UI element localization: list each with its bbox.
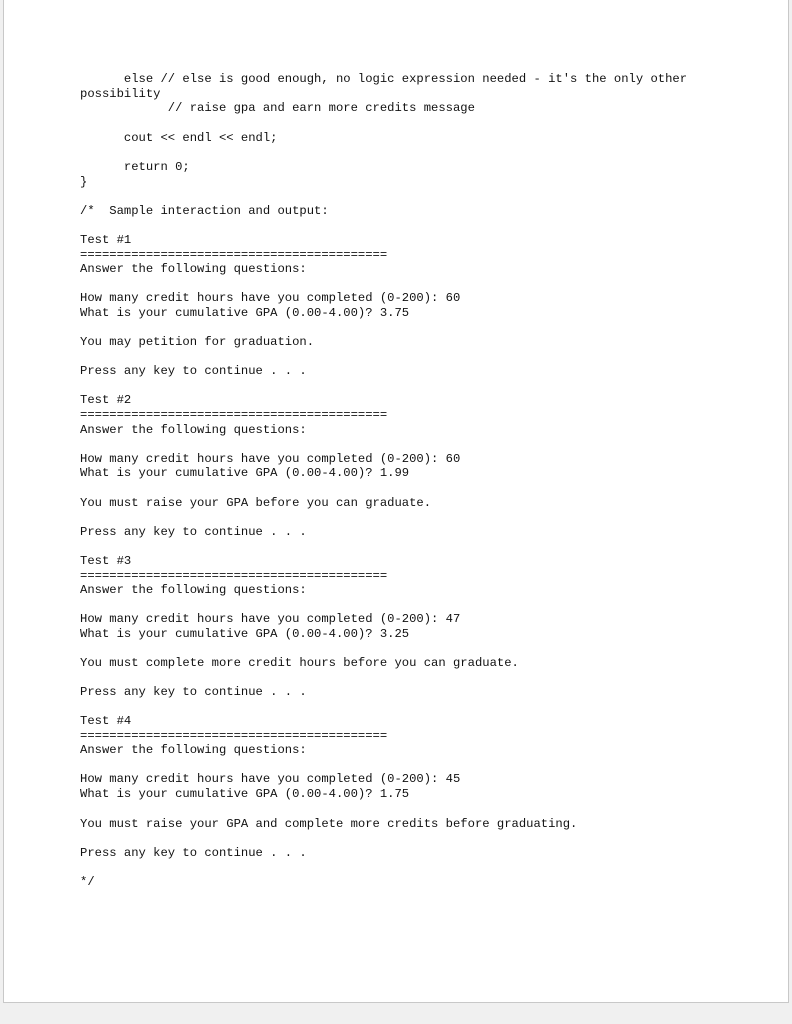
test-hours-question: How many credit hours have you completed (0-200): 45: [80, 772, 461, 786]
test-hours-question: How many credit hours have you completed (0-200): 60: [80, 452, 461, 466]
test-separator: ==========================================: [80, 408, 388, 422]
test-title: Test #3: [80, 554, 132, 568]
test-prompt-header: Answer the following questions:: [80, 423, 307, 437]
comment-end: */: [80, 875, 95, 889]
test-separator: ==========================================: [80, 569, 388, 583]
test-gpa-question: What is your cumulative GPA (0.00-4.00)? 3.25: [80, 627, 410, 641]
test-prompt-header: Answer the following questions:: [80, 262, 307, 276]
code-else-line: else // else is good enough, no logic expression needed - it's the only other: [80, 72, 688, 86]
test-hours-question: How many credit hours have you completed (0-200): 47: [80, 612, 461, 626]
test-title: Test #1: [80, 233, 132, 247]
test-continue: Press any key to continue . . .: [80, 364, 307, 378]
code-close-brace: }: [80, 175, 88, 189]
test-gpa-question: What is your cumulative GPA (0.00-4.00)? 1.99: [80, 466, 410, 480]
test-prompt-header: Answer the following questions:: [80, 743, 307, 757]
test-gpa-question: What is your cumulative GPA (0.00-4.00)? 3.75: [80, 306, 410, 320]
code-comment-line: // raise gpa and earn more credits message: [80, 101, 475, 115]
test-gpa-question: What is your cumulative GPA (0.00-4.00)? 1.75: [80, 787, 410, 801]
document-page: [3, 0, 789, 1003]
test-prompt-header: Answer the following questions:: [80, 583, 307, 597]
test-title: Test #2: [80, 393, 132, 407]
sample-header: /* Sample interaction and output:: [80, 204, 329, 218]
test-result: You may petition for graduation.: [80, 335, 315, 349]
test-separator: ==========================================: [80, 729, 388, 743]
test-title: Test #4: [80, 714, 132, 728]
code-return-line: return 0;: [80, 160, 190, 174]
test-continue: Press any key to continue . . .: [80, 846, 307, 860]
test-hours-question: How many credit hours have you completed (0-200): 60: [80, 291, 461, 305]
code-cout-line: cout << endl << endl;: [80, 131, 278, 145]
test-continue: Press any key to continue . . .: [80, 685, 307, 699]
test-result: You must raise your GPA and complete more credits before graduating.: [80, 817, 578, 831]
test-result: You must complete more credit hours before you can graduate.: [80, 656, 519, 670]
test-result: You must raise your GPA before you can graduate.: [80, 496, 432, 510]
test-continue: Press any key to continue . . .: [80, 525, 307, 539]
test-separator: ==========================================: [80, 248, 388, 262]
code-else-wrap: possibility: [80, 87, 161, 101]
